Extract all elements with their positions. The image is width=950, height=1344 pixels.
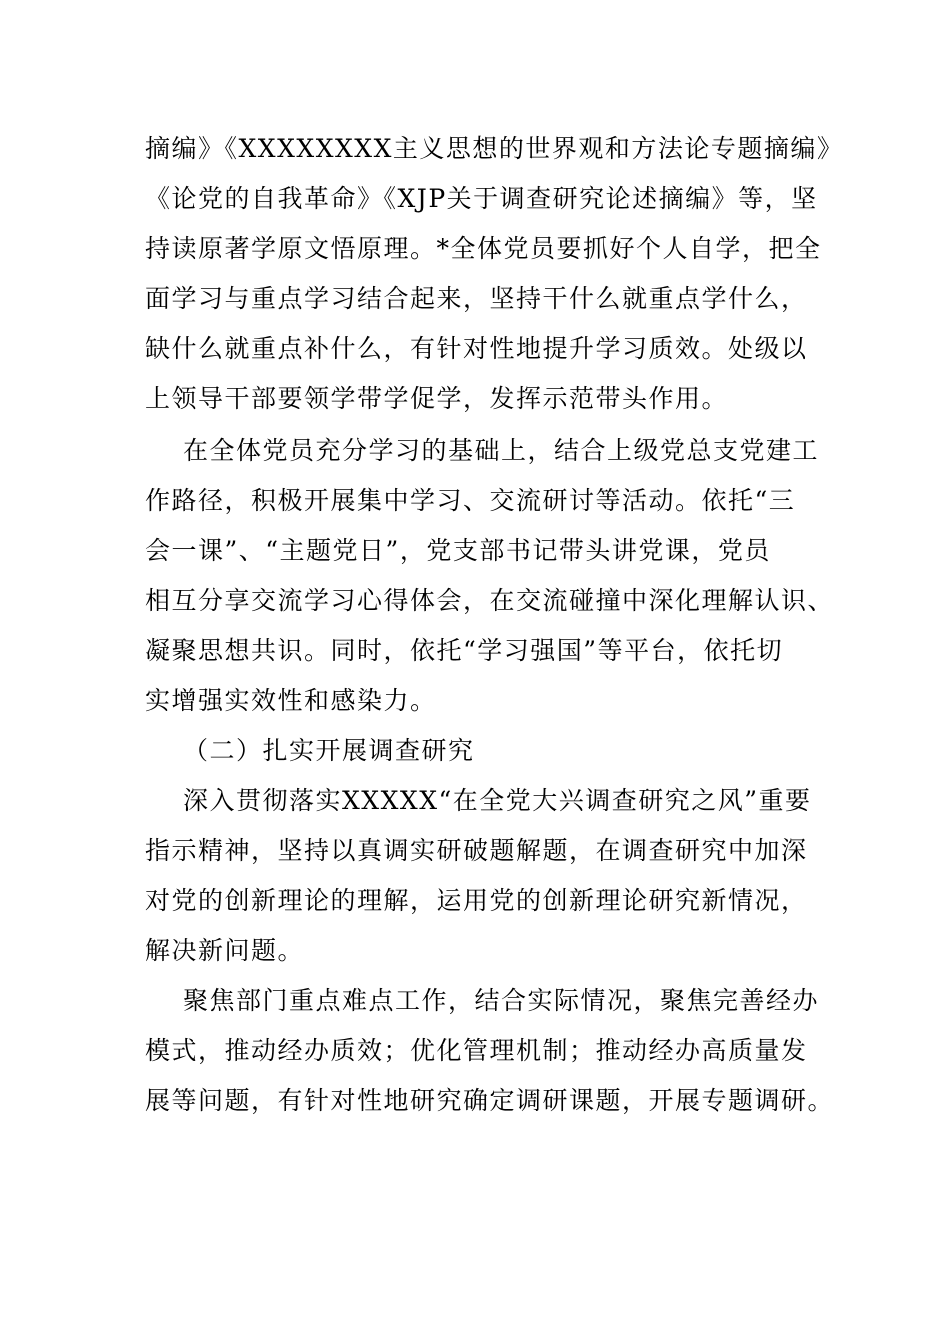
text-line: 指示精神，坚持以真调实研破题解题，在调查研究中加深 xyxy=(145,836,808,865)
text-line: 持读原著学原文悟原理。*全体党员要抓好个人自学，把全 xyxy=(145,234,822,263)
text-line: 摘编》《XXXXXXXX主义思想的世界观和方法论专题摘编》 xyxy=(145,134,844,163)
section-heading: （二）扎实开展调查研究 xyxy=(183,736,475,765)
text-line: 面学习与重点学习结合起来，坚持干什么就重点学什么， xyxy=(145,284,808,313)
text-line: 《论党的自我革命》《XJP关于调查研究论述摘编》等，坚 xyxy=(145,184,818,213)
text-line: 相互分享交流学习心得体会，在交流碰撞中深化理解认识、 xyxy=(145,586,835,615)
text-line: 实增强实效性和感染力。 xyxy=(145,686,437,715)
paragraph-first-line: 聚焦部门重点难点工作，结合实际情况，聚焦完善经办 xyxy=(183,986,820,1015)
text-line: 对党的创新理论的理解，运用党的创新理论研究新情况， xyxy=(145,886,808,915)
paragraph-first-line: 在全体党员充分学习的基础上，结合上级党总支党建工 xyxy=(183,436,820,465)
text-line: 模式，推动经办质效；优化管理机制；推动经办高质量发 xyxy=(145,1036,808,1065)
text-line: 作路径，积极开展集中学习、交流研讨等活动。依托“三 xyxy=(145,486,796,515)
text-line: 解决新问题。 xyxy=(145,936,305,965)
paragraph-first-line: 深入贯彻落实XXXXX“在全党大兴调查研究之风”重要 xyxy=(183,786,812,815)
text-line: 上领导干部要领学带学促学，发挥示范带头作用。 xyxy=(145,384,729,413)
text-line: 展等问题，有针对性地研究确定调研课题，开展专题调研。 xyxy=(145,1086,835,1115)
text-line: 凝聚思想共识。同时，依托“学习强国”等平台，依托切 xyxy=(145,636,784,665)
text-line: 缺什么就重点补什么，有针对性地提升学习质效。处级以 xyxy=(145,334,808,363)
text-line: 会一课”、“主题党日”，党支部书记带头讲党课，党员 xyxy=(145,536,771,565)
